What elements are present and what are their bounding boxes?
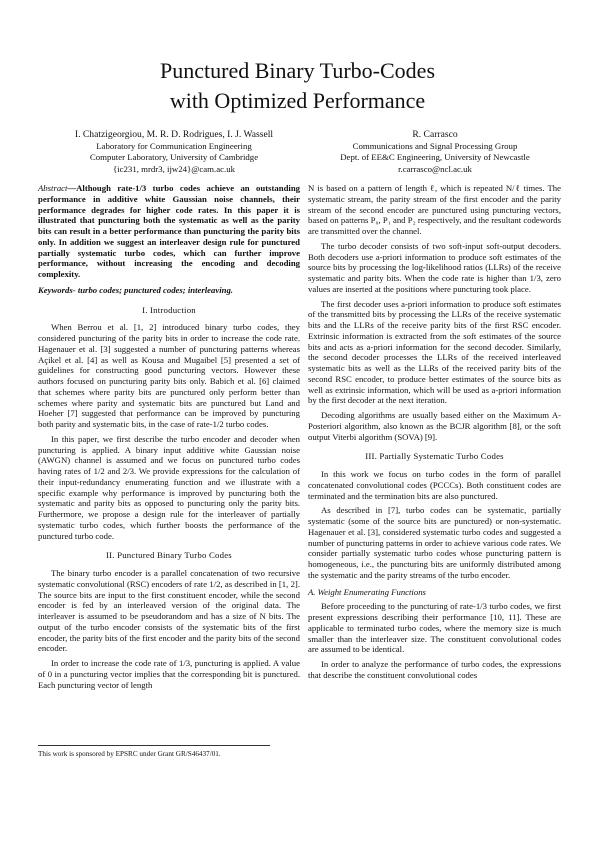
paragraph: N is based on a pattern of length ℓ, which is repeated N/ℓ times. The systematic stream, the parity stream of the first encoder and the parity stream of the second encoder are punctured using puncturing vectors, based on patterns P₀, P₁ and P₂ respectively, and the resultant codewords are transmitted over the channel. <box>308 183 561 236</box>
paragraph: Before proceeding to the puncturing of rate-1/3 turbo codes, we first present expressions describing their performance [10, 11]. These are applicable to terminated turbo codes, where the memory size is much smaller than the interleaver size. The constituent convolutional codes are assumed to be identical. <box>308 601 561 655</box>
abstract-label: Abstract <box>38 183 68 193</box>
paragraph: Decoding algorithms are usually based either on the Maximum A-Posteriori algorithm, also known as the BCJR algorithm [8], or the soft output Viterbi algorithm (SOVA) [9]. <box>308 410 561 442</box>
author-email-right: r.carrasco@ncl.ac.uk <box>398 163 472 174</box>
paragraph: When Berrou et al. [1, 2] introduced binary turbo codes, they considered puncturing of the parity bits in order to increase the code rate. Hagenauer et al. [3] suggested a number of puncturing patterns whereas Açikel et al. [4] as well as Kousa and Mugaibel [5] presented a set of guidelines for constructing good puncturing vectors. However these authors focused on puncturing parity bits only. Babich et al. [6] claimed that schemes where parity bits are punctured only perform better than schemes where parity and systematic bits are punctured but Land and Hoeher [7] suggested that performance can be improved by puncturing both parity and systematic bits, in the case of rate-1/2 turbo codes. <box>38 322 300 429</box>
paper-title-line-2: with Optimized Performance <box>169 88 426 113</box>
paragraph: As described in [7], turbo codes can be systematic, partially systematic (some of the source bits are punctured) or non-systematic. Hagenauer et al. [3], considered systematic turbo codes and suggested a number of puncturing patterns in order to achieve various code rates. We consider partially systematic turbo codes whose puncturing pattern is homogeneous, i.e., the puncturing bits are uniformly distributed among the systematic and the parity streams of the turbo encoder. <box>308 505 561 580</box>
paragraph: The binary turbo encoder is a parallel concatenation of two recursive systematic convolutional (RSC) encoders of rate 1/2, as described in [1, 2]. The source bits are input to the first constituent encoder, while the second encoder is fed by an interleaved version of the original data. The interleaver is assumed to be pseudorandom and has a size of N bits. The output of the turbo encoder consists of the systematic bits of the first encoder, the parity bits of the first encoder and the parity bits of the second encoder. <box>38 568 300 654</box>
author-affiliation-left-2: Computer Laboratory, University of Cambridge <box>89 152 259 163</box>
author-block-right <box>310 128 560 175</box>
paragraph: The turbo decoder consists of two soft-input soft-output decoders. Both decoders use a-priori information to produce soft estimates of the source bits by processing the log-likelihood ratios (LLRs) of the receive systematic and parity bits. When the code rate is higher than 1/3, zero values are inserted at the positions where puncturing took place. <box>308 240 561 294</box>
author-email-left: {ic231, mrdr3, ijw24}@cam.ac.uk <box>112 163 236 174</box>
right-column <box>308 183 561 681</box>
author-block-left <box>38 128 310 175</box>
left-column <box>38 183 300 690</box>
section-heading-punctured: II. Punctured Binary Turbo Codes <box>106 550 232 561</box>
footnote-rule <box>38 745 270 746</box>
section-heading-partially-systematic: III. Partially Systematic Turbo Codes <box>365 451 504 462</box>
paragraph: The first decoder uses a-priori information to produce soft estimates of the transmitted bits by processing the LLRs of the receive systematic bits and the LLRs of the receive parity bits of the first RSC encoder. Extrinsic information is extracted from the soft estimates of the source bits and acts as a-priori information for the second decoder. Similarly, the second decoder processes the LLRs of the received interleaved systematic bits as well as the LLRs of the received parity bits of the second RSC encoder, to produce better estimates of the source bits as well as extrinsic information, which will be used as a-priori information by the first decoder at the next iteration. <box>308 298 561 406</box>
author-affiliation-left-1: Laboratory for Communication Engineering <box>96 141 252 151</box>
paragraph: In this work we focus on turbo codes in the form of parallel concatenated convolutional codes (PCCCs). Both constituent codes are terminated and the termination bits are also punctured. <box>308 469 561 501</box>
paragraph: In order to analyze the performance of turbo codes, the expressions that describe the constituent convolutional codes <box>308 659 561 680</box>
author-names-left: I. Chatzigeorgiou, M. R. D. Rodrigues, I. J. Wassell <box>74 129 274 140</box>
paragraph: In order to increase the code rate of 1/3, puncturing is applied. A value of 0 in a puncturing vector implies that the corresponding bit is punctured. Each puncturing vector of length <box>38 658 300 690</box>
paper-title-line-1: Punctured Binary Turbo-Codes <box>160 58 435 83</box>
section-heading-introduction: I. Introduction <box>142 304 196 315</box>
abstract-text: —Although rate-1/3 turbo codes achieve an outstanding performance in additive white Gaussian noise channels, their performance degrades for higher code rates. In this paper it is illustrated that puncturing both the systematic as well as the parity bits can result in a better performance than puncturing the parity bits only. In addition we suggest an interleaver design rule for punctured partially systematic turbo codes, which can further improve performance, without increasing the encoding and decoding complexity. <box>38 183 300 279</box>
footnote: This work is sponsored by EPSRC under Grant GR/S46437/01. <box>38 750 221 758</box>
keywords: Keywords- turbo codes; punctured codes; interleaving. <box>38 284 233 295</box>
subsection-heading-weight-enumerating: A. Weight Enumerating Functions <box>308 586 426 597</box>
author-names-right: R. Carrasco <box>412 129 458 140</box>
abstract <box>38 183 300 280</box>
paragraph: In this paper, we first describe the turbo encoder and decoder when puncturing is applied. A binary input additive white Gaussian noise (AWGN) channel is assumed and we focus on punctured turbo codes having rates of 1/2 and 2/3. We provide expressions for the calculation of their input-redundancy enumerating function and we illustrate with a specific example why performance is improved by puncturing both the systematic and parity bits as opposed to puncturing only the parity bits. Furthermore, we propose a design rule for the interleaver of partially systematic turbo codes, which further boosts the performance of the punctured turbo code. <box>38 433 300 541</box>
author-affiliation-right-2: Dept. of EE&C Engineering, University of Newcastle <box>340 152 530 163</box>
author-affiliation-right-1: Communications and Signal Processing Group <box>352 141 518 151</box>
